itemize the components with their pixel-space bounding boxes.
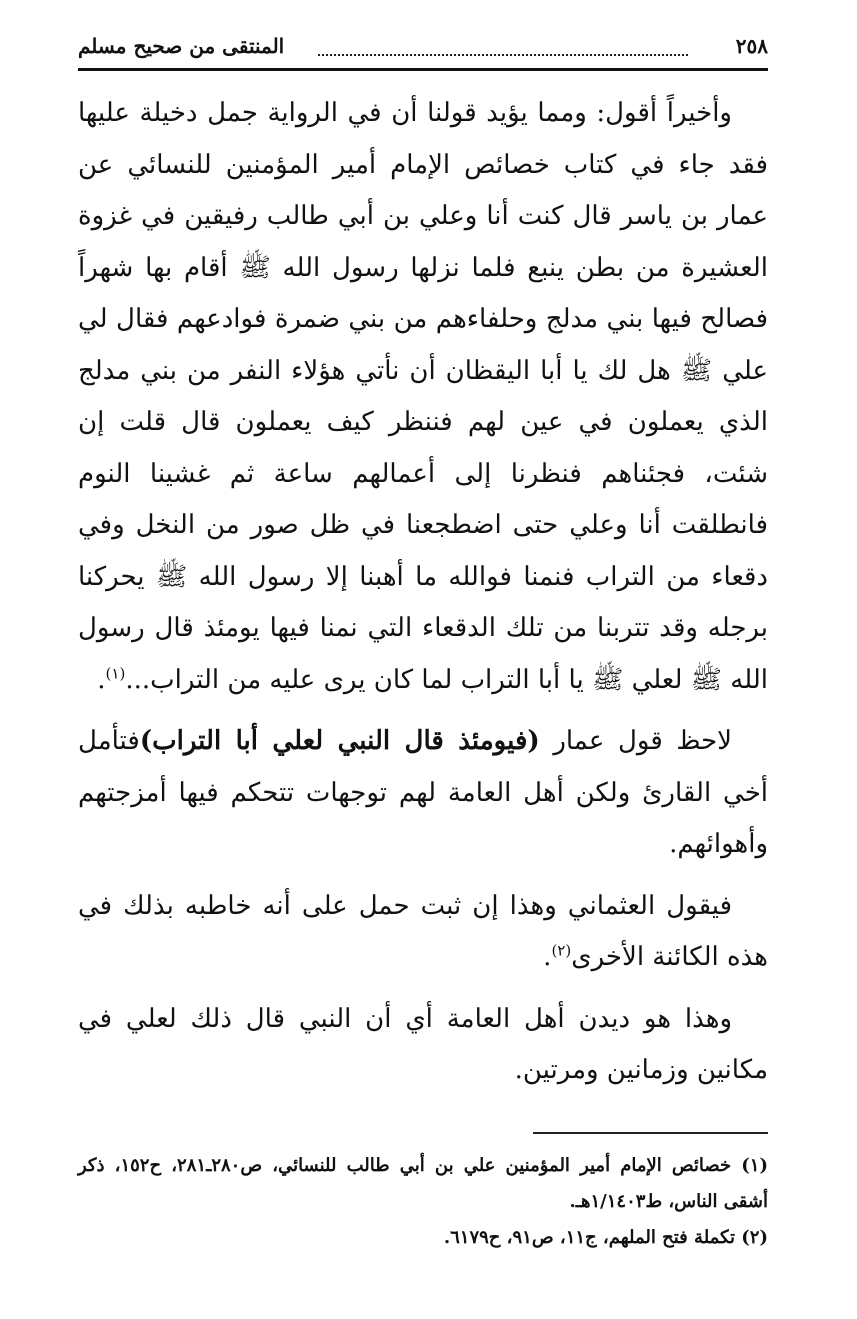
page-number: ٢٥٨ bbox=[735, 34, 768, 58]
paragraph-3 bbox=[78, 881, 768, 984]
header-dot-leader bbox=[318, 54, 688, 56]
paragraph-1-end: . bbox=[97, 664, 106, 695]
footnote-2: (٢) تكملة فتح الملهم، ج١١، ص٩١، ح٦١٧٩. bbox=[443, 1227, 768, 1248]
paragraph-2-end: فتأمل أخي القارئ ولكن أهل العامة لهم توجهات تتحكم فيها أمزجتهم وأهوائهم. bbox=[78, 726, 768, 859]
paragraph-3-text: فيقول العثماني وهذا إن ثبت حمل على أنه خاطبه بذلك في هذه الكائنة الأخرى bbox=[78, 890, 768, 972]
paragraph-1 bbox=[78, 88, 768, 706]
footnote-separator bbox=[533, 1132, 768, 1134]
paragraph-2-start: لاحظ قول عمار bbox=[539, 726, 732, 756]
footnote-ref-1: (١) bbox=[105, 663, 126, 682]
paragraph-4-text: وهذا هو ديدن أهل العامة أي أن النبي قال ذلك لعلي في مكانين وزمانين ومرتين. bbox=[78, 1003, 768, 1085]
footnotes bbox=[78, 1148, 768, 1256]
footnote-1: (١) خصائص الإمام أمير المؤمنين علي بن أبي طالب للنسائي، ص٢٨٠ـ٢٨١، ح١٥٢، ذكر أشقى الناس، ط١/١٤٠٣هـ. bbox=[78, 1155, 768, 1212]
footnote-ref-2: (٢) bbox=[551, 941, 572, 960]
paragraph-1-text: وأخيراً أقول: ومما يؤيد قولنا أن في الرواية جمل دخيلة عليها فقد جاء في كتاب خصائص الإمام أمير المؤمنين للنسائي عن عمار بن ياسر قال كنت أنا وعلي بن أبي طالب رفيقين في غزوة العشيرة من بطن ينبع فلما نزلها رسول الله ﷺ أقام بها شهراً فصالح فيها بني مدلج وحلفاءهم من بني ضمرة فوادعهم فقال لي علي ﷺ هل لك يا أبا اليقظان أن نأتي هؤلاء النفر من بني مدلج الذي يعملون في عين لهم فننظر كيف يعملون قال قلت إن شئت، فجئناهم فنظرنا إلى أعمالهم ساعة ثم غشينا النوم فانطلقت أنا وعلي حتى اضطجعنا في ظل صور من النخل وفي دقعاء من التراب فنمنا فوالله ما أهبنا إلا رسول الله ﷺ يحركنا برجله وقد تتربنا من تلك الدقعاء التي نمنا فيها يومئذ قال رسول الله ﷺ لعلي ﷺ يا أبا التراب لما كان يرى عليه من التراب... bbox=[78, 98, 768, 695]
paragraph-2 bbox=[78, 716, 768, 871]
paragraph-3-end: . bbox=[543, 942, 552, 972]
paragraph-4 bbox=[78, 994, 768, 1097]
header-rule bbox=[78, 68, 768, 71]
page-header bbox=[78, 30, 768, 66]
main-text bbox=[78, 88, 768, 1097]
running-title: المنتقى من صحيح مسلم bbox=[78, 34, 285, 58]
paragraph-2-quote: (فيومئذ قال النبي لعلي أبا التراب) bbox=[139, 726, 540, 756]
